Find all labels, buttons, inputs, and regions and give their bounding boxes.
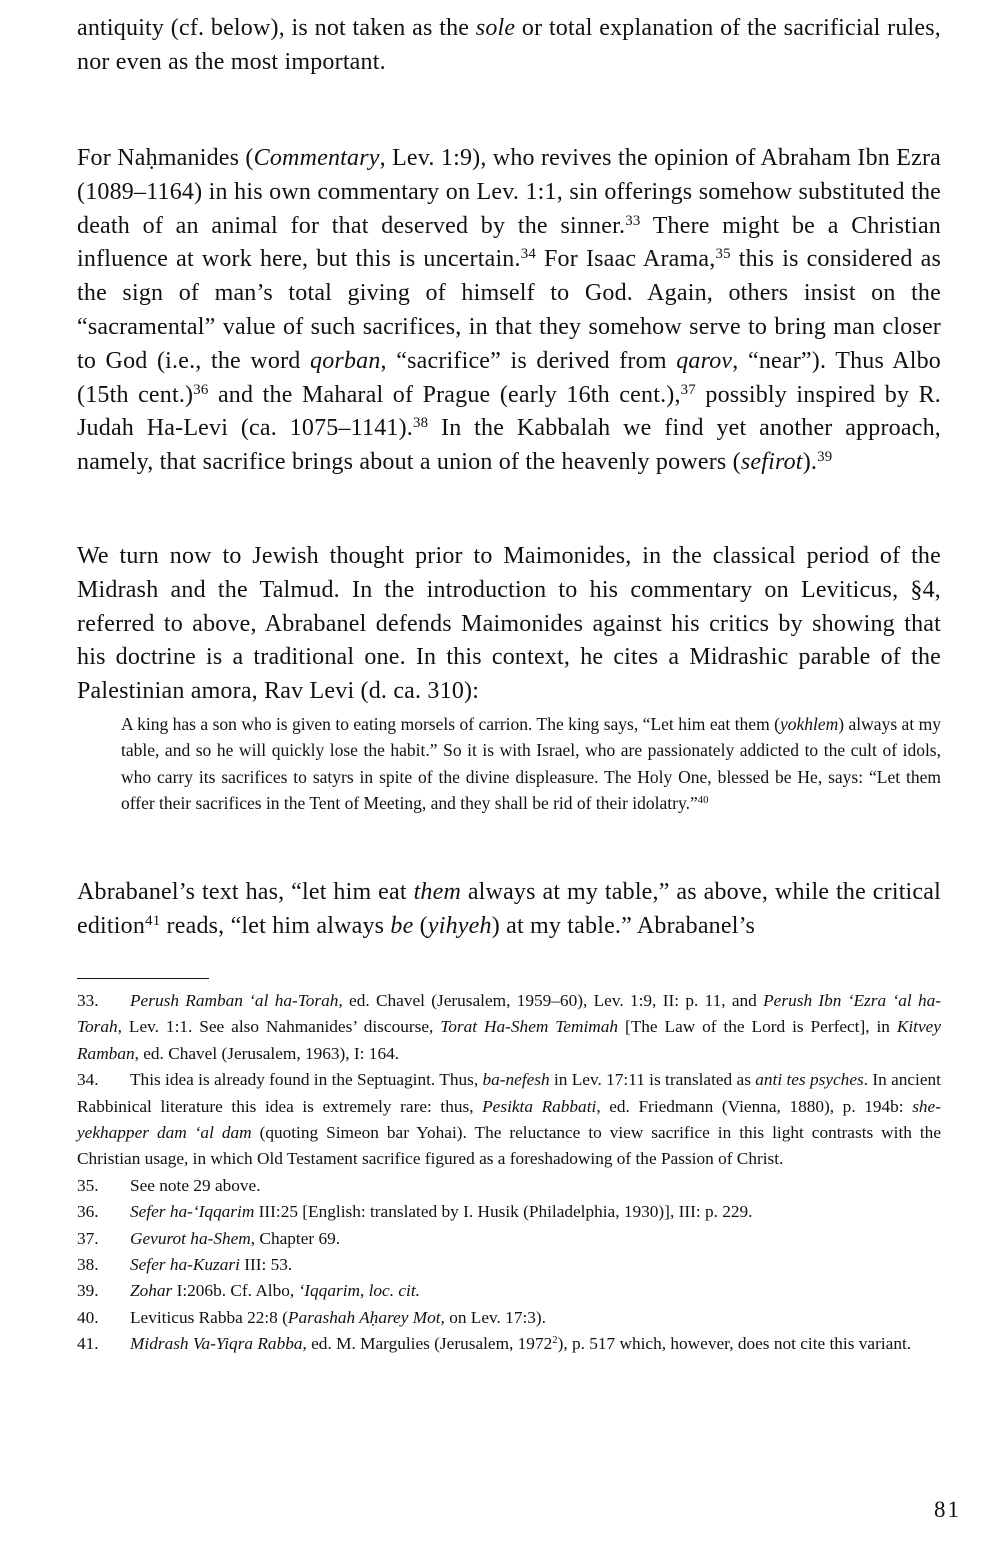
text-run: III:25 [English: translated by I. Husik (Philadelphia, 1930)], III: p. 229. [254, 1202, 753, 1222]
footnote-ref: 2 [552, 1334, 558, 1347]
footnote-item [77, 1331, 941, 1357]
italic-text: them [413, 879, 462, 905]
footnote-number: 36. [77, 1202, 99, 1222]
italic-text: qorban [310, 347, 381, 374]
italic-text: Zohar [130, 1281, 173, 1301]
footnote-ref: 35 [715, 246, 731, 263]
italic-text: Commentary [253, 145, 380, 171]
text-run: , ed. Chavel (Jerusalem, 1959–60), Lev. 1:9, II: p. 11, and [338, 991, 764, 1010]
italic-text: anti tes psyches [755, 1070, 864, 1090]
text-run: , “sacrifice” is derived from [380, 347, 677, 374]
italic-text: Kitvey Ramban [77, 1017, 941, 1063]
footnote-number: 41. [77, 1334, 99, 1354]
footnote-number: 35. [77, 1175, 99, 1195]
text-run: ) at my table.” Abrabanel’s [491, 912, 756, 939]
text-run: A king has a son who is given to eating morsels of carrion. The king says, “Let him eat them ( [121, 714, 780, 734]
italic-text: Pesikta Rabbati [482, 1096, 597, 1116]
footnote-number: 33. [77, 991, 99, 1010]
italic-text: qarov [676, 347, 733, 374]
text-run: For Isaac Arama, [536, 246, 716, 273]
text-run: , ed. Friedmann (Vienna, 1880), p. 194b: [596, 1096, 913, 1116]
paragraph-midrash-intro [77, 540, 941, 709]
text-run: III: 53. [239, 1255, 293, 1275]
text-run: , ed. Chavel (Jerusalem, 1963), I: 164. [134, 1043, 400, 1063]
text-run: We turn now to Jewish thought prior to Maimonides, in the classical period of the Midrash and the Talmud. In the introduction to his commentary on Leviticus, §4, referred to above, Abrabanel defends Maimonides against his critics by showing that his doctrine is a traditional one. In this context, he cites a Midrashic parable of the Palestinian amora, Rav Levi (d. ca. 310): [77, 543, 941, 705]
footnote-ref: 34 [520, 246, 536, 263]
text-run: . In ancient Rabbinical literature this idea is extremely rare: thus, [77, 1070, 941, 1116]
text-run: , Chapter 69. [250, 1228, 341, 1248]
italic-text: Sefer ha-Kuzari [130, 1255, 240, 1275]
italic-text: yihyeh [427, 912, 492, 939]
text-run: this is considered as the sign of man’s total giving of himself to God. Again, others insist on the “sacramental” value of such sacrifices, in that they somehow serve to bring man closer to God (i.e., the word [77, 246, 941, 374]
footnote-item [77, 1226, 941, 1252]
footnote-ref: 37 [680, 381, 696, 398]
text-run: in Lev. 17:11 is translated as [549, 1070, 756, 1090]
text-run: always at my table,” as above, while the critical edition [77, 879, 942, 939]
footnote-number: 34. [77, 1070, 99, 1090]
text-run: Abrabanel’s text has, “let him eat [77, 879, 414, 905]
italic-text: ‘Iqqarim, loc. cit. [298, 1281, 420, 1301]
footnote-ref: 40 [697, 794, 709, 807]
footnotes-list [77, 988, 941, 1358]
text-run: , on Lev. 17:3). [440, 1307, 546, 1327]
footnote-ref: 38 [412, 415, 429, 432]
text-run: [The Law of the Lord is Perfect], in [618, 1017, 897, 1037]
italic-text: Parashah Aḥarey Mot [287, 1307, 441, 1327]
italic-text: sefirot [740, 449, 803, 476]
footnote-item [77, 988, 941, 1067]
italic-text: Sefer ha-‘Iqqarim [130, 1202, 255, 1222]
footnote-number: 38. [77, 1255, 99, 1275]
footnote-item [77, 1173, 941, 1199]
footnote-item [77, 1305, 941, 1331]
text-run: ). [802, 449, 818, 476]
text-run: See note 29 above. [130, 1175, 261, 1195]
text-run: antiquity (cf. below), is not taken as the [77, 15, 476, 41]
footnote-number: 37. [77, 1228, 99, 1248]
text-run: ), p. 517 which, however, does not cite this variant. [557, 1334, 912, 1354]
footnote-ref: 41 [145, 912, 161, 929]
paragraph-abrabanel-text [77, 876, 941, 944]
footnote-number: 40. [77, 1307, 99, 1327]
text-run: , ed. M. Margulies (Jerusalem, 1972 [302, 1334, 553, 1354]
text-run: Leviticus Rabba 22:8 ( [130, 1307, 288, 1327]
italic-text: be [390, 912, 414, 939]
text-run: For Naḥmanides ( [77, 145, 254, 171]
italic-text: Torat Ha-Shem Temimah [440, 1017, 619, 1037]
footnote-divider [77, 978, 209, 979]
block-quote-parable [121, 711, 941, 817]
text-run: and the Maharal of Prague (early 16th cent.), [208, 381, 681, 408]
footnote-ref: 36 [193, 381, 209, 398]
italic-text: Gevurot ha-Shem [130, 1228, 251, 1248]
page-number: 81 [934, 1497, 961, 1522]
footnote-number: 39. [77, 1281, 99, 1301]
italic-text: Midrash Va-Yiqra Rabba [130, 1334, 303, 1354]
italic-text: Perush Ibn ‘Ezra ‘al ha-Torah [77, 991, 942, 1037]
text-run: , Lev. 1:9), who revives the opinion of Abraham Ibn Ezra (1089–1164) in his own commentary on Lev. 1:1, sin offerings somehow substituted the death of an animal for that deserved by the sinner. [77, 145, 942, 239]
text-run: ( [413, 912, 428, 939]
text-run: , Lev. 1:1. See also Nahmanides’ discourse, [117, 1017, 441, 1037]
paragraph-continuation [77, 12, 941, 80]
text-run: This idea is already found in the Septuagint. Thus, [130, 1070, 483, 1090]
text-run: There might be a Christian influence at work here, but this is uncertain. [77, 212, 941, 273]
text-run: reads, “let him always [160, 912, 391, 939]
italic-text: sole [475, 15, 516, 41]
footnote-ref: 33 [625, 212, 641, 229]
text-run: I:206b. Cf. Albo, [172, 1281, 299, 1301]
footnote-item [77, 1252, 941, 1278]
text-run: possibly inspired by R. Judah Ha-Levi (ca. 1075–1141). [77, 381, 941, 442]
italic-text: yokhlem [779, 714, 839, 734]
text-run: or total explanation of the sacrificial rules, nor even as the most important. [77, 15, 941, 75]
paragraph-nahmanides [77, 142, 941, 480]
italic-text: Perush Ramban ‘al ha-Torah [130, 991, 339, 1010]
italic-text: ba-nefesh [482, 1070, 550, 1090]
text-run: , “near”). Thus Albo (15th cent.) [77, 347, 941, 408]
text-run: (quoting Simeon bar Yohai). The reluctance to view sacrifice in this light contrasts with the Christian usage, in which Old Testament sacrifice figured as a foreshadowing of the Passion of Christ. [77, 1123, 941, 1169]
footnote-item [77, 1067, 941, 1173]
footnote-item [77, 1199, 941, 1225]
text-run: ) always at my table, and so he will quickly lose the habit.” So it is with Israel, who are passionately addicted to the cult of idols, who carry its sacrifices to satyrs in spite of the divine displeasure. The Holy One, blessed be He, says: “Let them offer their sacrifices in the Tent of Meeting, and they shall be rid of their idolatry.” [121, 714, 941, 814]
italic-text: she-yekhapper dam ‘al dam [77, 1096, 941, 1143]
footnote-ref: 39 [817, 449, 833, 465]
footnote-item [77, 1278, 941, 1304]
text-run: In the Kabbalah we find yet another approach, namely, that sacrifice brings about a union of the heavenly powers ( [77, 415, 941, 476]
